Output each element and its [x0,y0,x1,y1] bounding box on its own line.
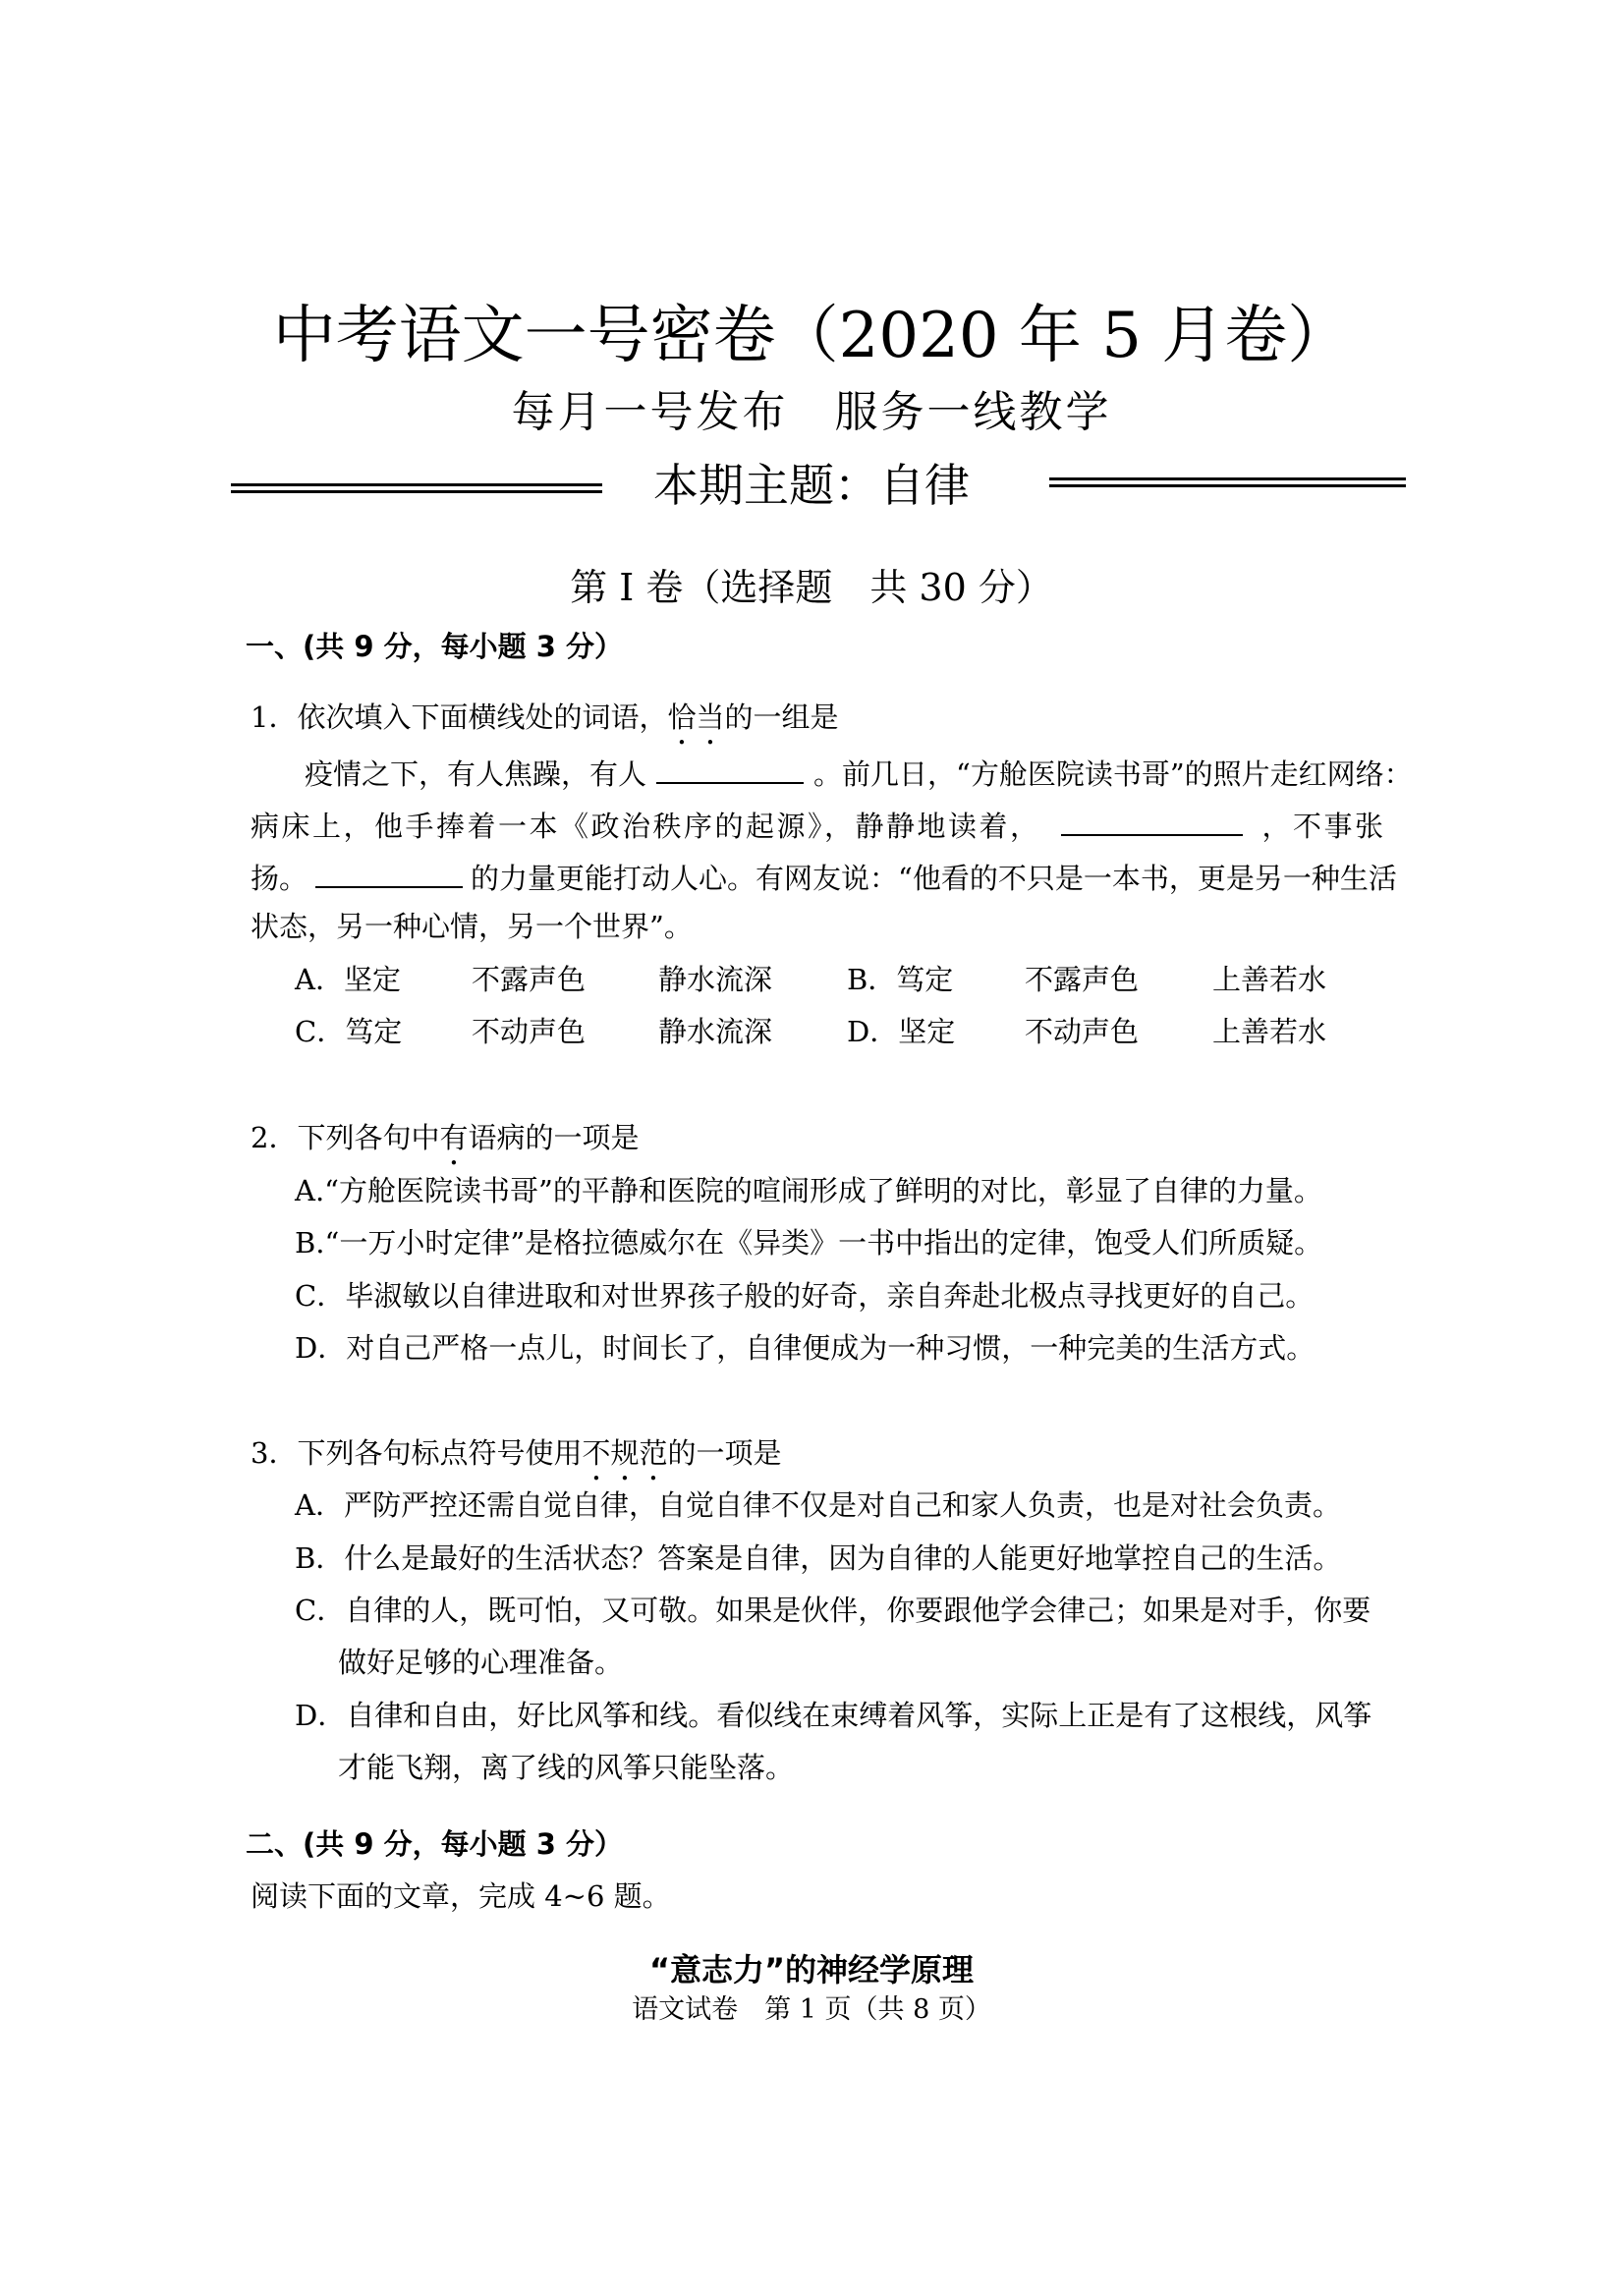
exam-title: 中考语文一号密卷（2020 年 5 月卷） [272,300,1351,372]
answer-blank-1 [656,749,804,784]
q3-option-d-continued: 才能飞翔，离了线的风筝只能坠落。 [338,1751,795,1784]
q1-option-c-word2: 不动声色 [472,1015,587,1048]
q1-option-a-word2: 不露声色 [472,963,587,996]
q3-option-a: A．严防严控还需自觉自律，自觉自律不仅是对自己和家人负责，也是对社会负责。 [295,1488,1341,1522]
q1-option-a-word3: 静水流深 [658,963,773,996]
q1-passage-line-4: 状态，另一种心情，另一个世界”。 [251,910,693,943]
q1-passage-text: 疫情之下，有人焦躁，有人 [305,757,647,791]
q1-passage-line-3 [251,853,1397,900]
q2-option-c: C．毕淑敏以自律进取和对世界孩子般的好奇，亲自奔赴北极点寻找更好的自己。 [295,1279,1315,1313]
exam-subtitle: 每月一号发布 服务一线教学 [511,387,1112,437]
page-footer: 语文试卷 第 1 页（共 8 页） [632,1994,991,2025]
q3-option-b: B．什么是最好的生活状态？答案是自律，因为自律的人能更好地掌控自己的生活。 [295,1541,1342,1575]
q3-stem-suffix: 的一项是 [667,1436,782,1470]
part-one-heading: 第 I 卷（选择题 共 30 分） [570,566,1053,609]
right-double-rule [1049,477,1406,487]
question-1-stem [251,696,838,752]
q1-passage-text: 。前几日，“方舱医院读书哥”的照片走红网络： [813,757,1413,791]
q1-option-d-word2: 不动声色 [1025,1015,1140,1048]
q1-option-b-word3: 上善若水 [1212,963,1327,996]
section-two-intro: 阅读下面的文章，完成 4~6 题。 [251,1879,671,1913]
q1-stem-emphasis: 恰当 [667,700,725,734]
q1-option-c-word3: 静水流深 [658,1015,773,1048]
question-3-stem [251,1431,781,1487]
q3-stem-prefix: 3．下列各句标点符号使用 [251,1436,583,1470]
q2-stem-suffix: 语病的一项是 [468,1121,640,1154]
q3-option-d: D．自律和自由，好比风筝和线。看似线在束缚着风筝，实际上正是有了这根线，风筝 [295,1699,1372,1732]
theme-title: 本期主题：自律 [653,459,970,512]
q1-passage-line-2 [251,801,1386,848]
q1-option-d-label: D．坚定 [847,1015,956,1048]
theme-banner [0,454,1623,517]
q1-option-d-word3: 上善若水 [1212,1015,1327,1048]
question-2-stem [251,1116,639,1172]
section-two-heading: 二、(共 9 分，每小题 3 分） [246,1827,623,1861]
q3-option-c-continued: 做好足够的心理准备。 [338,1646,624,1679]
q2-stem-prefix: 2．下列各句中 [251,1121,440,1154]
answer-blank-3 [315,853,463,888]
q2-option-d: D．对自己严格一点儿，时间长了，自律便成为一种习惯，一种完美的生活方式。 [295,1331,1315,1365]
q1-stem-prefix: 1．依次填入下面横线处的词语， [251,700,668,734]
q1-stem-suffix: 的一组是 [724,700,839,734]
q3-option-c: C．自律的人，既可怕，又可敬。如果是伙伴，你要跟他学会律己；如果是对手，你要 [295,1594,1371,1627]
q1-option-a-label: A．坚定 [295,963,401,996]
q1-option-c-label: C．笃定 [295,1015,403,1048]
q1-passage-text: 病床上，他手捧着一本《政治秩序的起源》，静静地读着， [251,810,1041,843]
q3-stem-emphasis: 不规范 [582,1436,668,1470]
q1-passage-text: 扬。 [251,862,308,895]
q2-stem-emphasis: 有 [439,1121,469,1154]
q2-option-a: A.“方舱医院读书哥”的平静和医院的喧闹形成了鲜明的对比，彰显了自律的力量。 [295,1174,1322,1207]
q1-passage-line-1 [305,749,1413,796]
q1-passage-text: 的力量更能打动人心。有网友说：“他看的不只是一本书，更是另一种生活 [471,862,1397,895]
section-one-heading: 一、(共 9 分，每小题 3 分） [246,630,623,663]
answer-blank-2 [1061,801,1243,836]
q2-option-b: B.“一万小时定律”是格拉德威尔在《异类》一书中指出的定律，饱受人们所质疑。 [295,1226,1323,1260]
article-title: “意志力”的神经学原理 [648,1951,975,1988]
q1-passage-text: ，不事张 [1261,810,1386,843]
q1-option-b-word2: 不露声色 [1025,963,1140,996]
q1-option-b-label: B．笃定 [847,963,954,996]
